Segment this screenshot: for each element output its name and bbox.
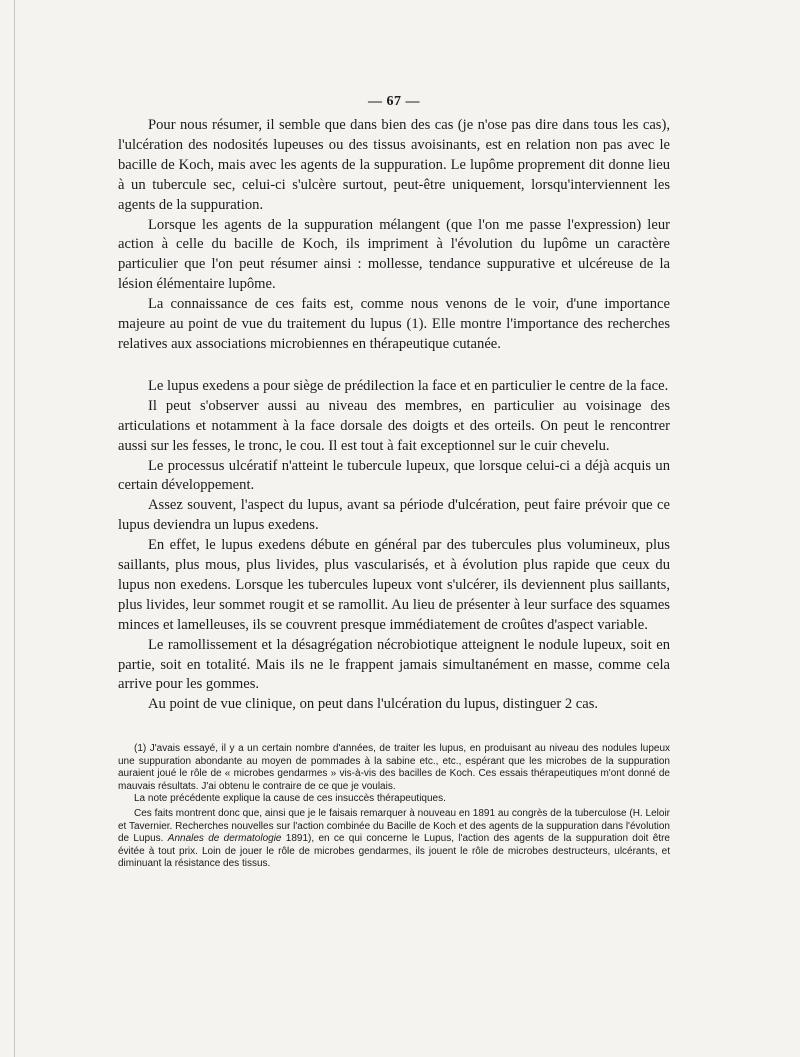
- paragraph: Pour nous résumer, il semble que dans bien des cas (je n'ose pas dire dans tous les cas), l'ulcération des nodosités lupeuses ou des tissus avoisinants, est en relation non pas avec le bacille de Koch, mais avec les agents de la suppuration. Le lupôme proprement dit donne lieu à un tubercule sec, celui-ci s'ulcère surtout, peut-être uniquement, lorsqu'interviennent les agents de la suppuration.: [118, 117, 670, 213]
- paragraph: Le processus ulcératif n'atteint le tubercule lupeux, que lorsque celui-ci a déjà acquis un certain développement.: [118, 457, 670, 494]
- paragraph: Le ramollissement et la désagrégation nécrobiotique atteignent le nodule lupeux, soit en partie, soit en totalité. Mais ils ne le frappent jamais simultanément en masse, comme cela arrive pour les gommes.: [118, 636, 670, 693]
- footnote-2-text-b: 1891), en ce qui concerne le Lupus, l'action des agents de la suppuration doit être évitée à tout prix. Loin de jouer le rôle de microbes gendarmes, ils jouent le rôle de microbes destructeurs, ulcérants, et diminuant la résistance des tissus.: [118, 833, 670, 869]
- scan-edge: [14, 0, 15, 1057]
- paragraph: Lorsque les agents de la suppuration mélangent (que l'on me passe l'expression) leur action à celle du bacille de Koch, ils impriment à l'évolution du lupôme un caractère particulier que l'on peut résumer ainsi : mollesse, tendance suppurative et ulcéreuse de la lésion élémentaire lupôme.: [118, 216, 670, 293]
- paragraph: Le lupus exedens a pour siège de prédilection la face et en particulier le centre de la face.: [148, 377, 669, 394]
- footnotes: [118, 743, 670, 870]
- footnote-1: (1) J'avais essayé, il y a un certain nombre d'années, de traiter les lupus, en produisant au niveau des nodules lupeux une suppuration abondante au moyen de pommades à la sabine etc., etc., espérant que les microbes de la suppuration auraient joué le rôle de « microbes gendarmes » vis-à-vis des bacilles de Koch. Ces essais thérapeutiques m'ont donné de mauvais résultats. J'ai obtenu le contraire de ce que je voulais.: [118, 743, 670, 792]
- footnote-2-text-a: Ces faits montrent donc que, ainsi que je le faisais remarquer à nouveau en 1891 au congrès de la tuberculose (H. Leloir et Tavernier. Recherches nouvelles sur l'action combinée du Bacille de Koch et des agents de la suppuration dans l'évolution de Lupus.: [118, 808, 670, 845]
- body-text: [118, 116, 670, 715]
- paragraph: La connaissance de ces faits est, comme nous venons de le voir, d'une importance majeure au point de vue du traitement du lupus (1). Elle montre l'importance des recherches relatives aux associations microbiennes en thérapeutique cutanée.: [118, 296, 670, 352]
- footnote-2: [118, 808, 670, 870]
- paragraph: Il peut s'observer aussi au niveau des membres, en particulier au voisinage des articulations et notamment à la face dorsale des doigts et des orteils. On peut le rencontrer aussi sur les fesses, le tronc, le cou. Il est tout à fait exceptionnel sur le cuir chevelu.: [118, 397, 670, 454]
- paragraph: En effet, le lupus exedens débute en général par des tubercules plus volumineux, plus saillants, plus mous, plus livides, plus vascularisés, et à évolution plus rapide que ceux du lupus non exedens. Lorsque les tubercules lupeux vont s'ulcérer, ils deviennent plus saillants, plus livides, leur sommet rougit et se ramollit. Au lieu de présenter à leur surface des squames minces et lamelleuses, ils se couvrent presque immédiatement de croûtes d'aspect variable.: [118, 537, 670, 633]
- document-page: [118, 94, 670, 870]
- paragraph: Assez souvent, l'aspect du lupus, avant sa période d'ulcération, peut faire prévoir que ce lupus deviendra un lupus exedens.: [118, 497, 670, 534]
- footnote-note: La note précédente explique la cause de ces insuccès thérapeutiques.: [134, 792, 446, 804]
- paragraph: Au point de vue clinique, on peut dans l'ulcération du lupus, distinguer 2 cas.: [148, 696, 599, 713]
- journal-title: Annales de dermatologie: [167, 833, 282, 845]
- page-number: — 67 —: [368, 94, 420, 109]
